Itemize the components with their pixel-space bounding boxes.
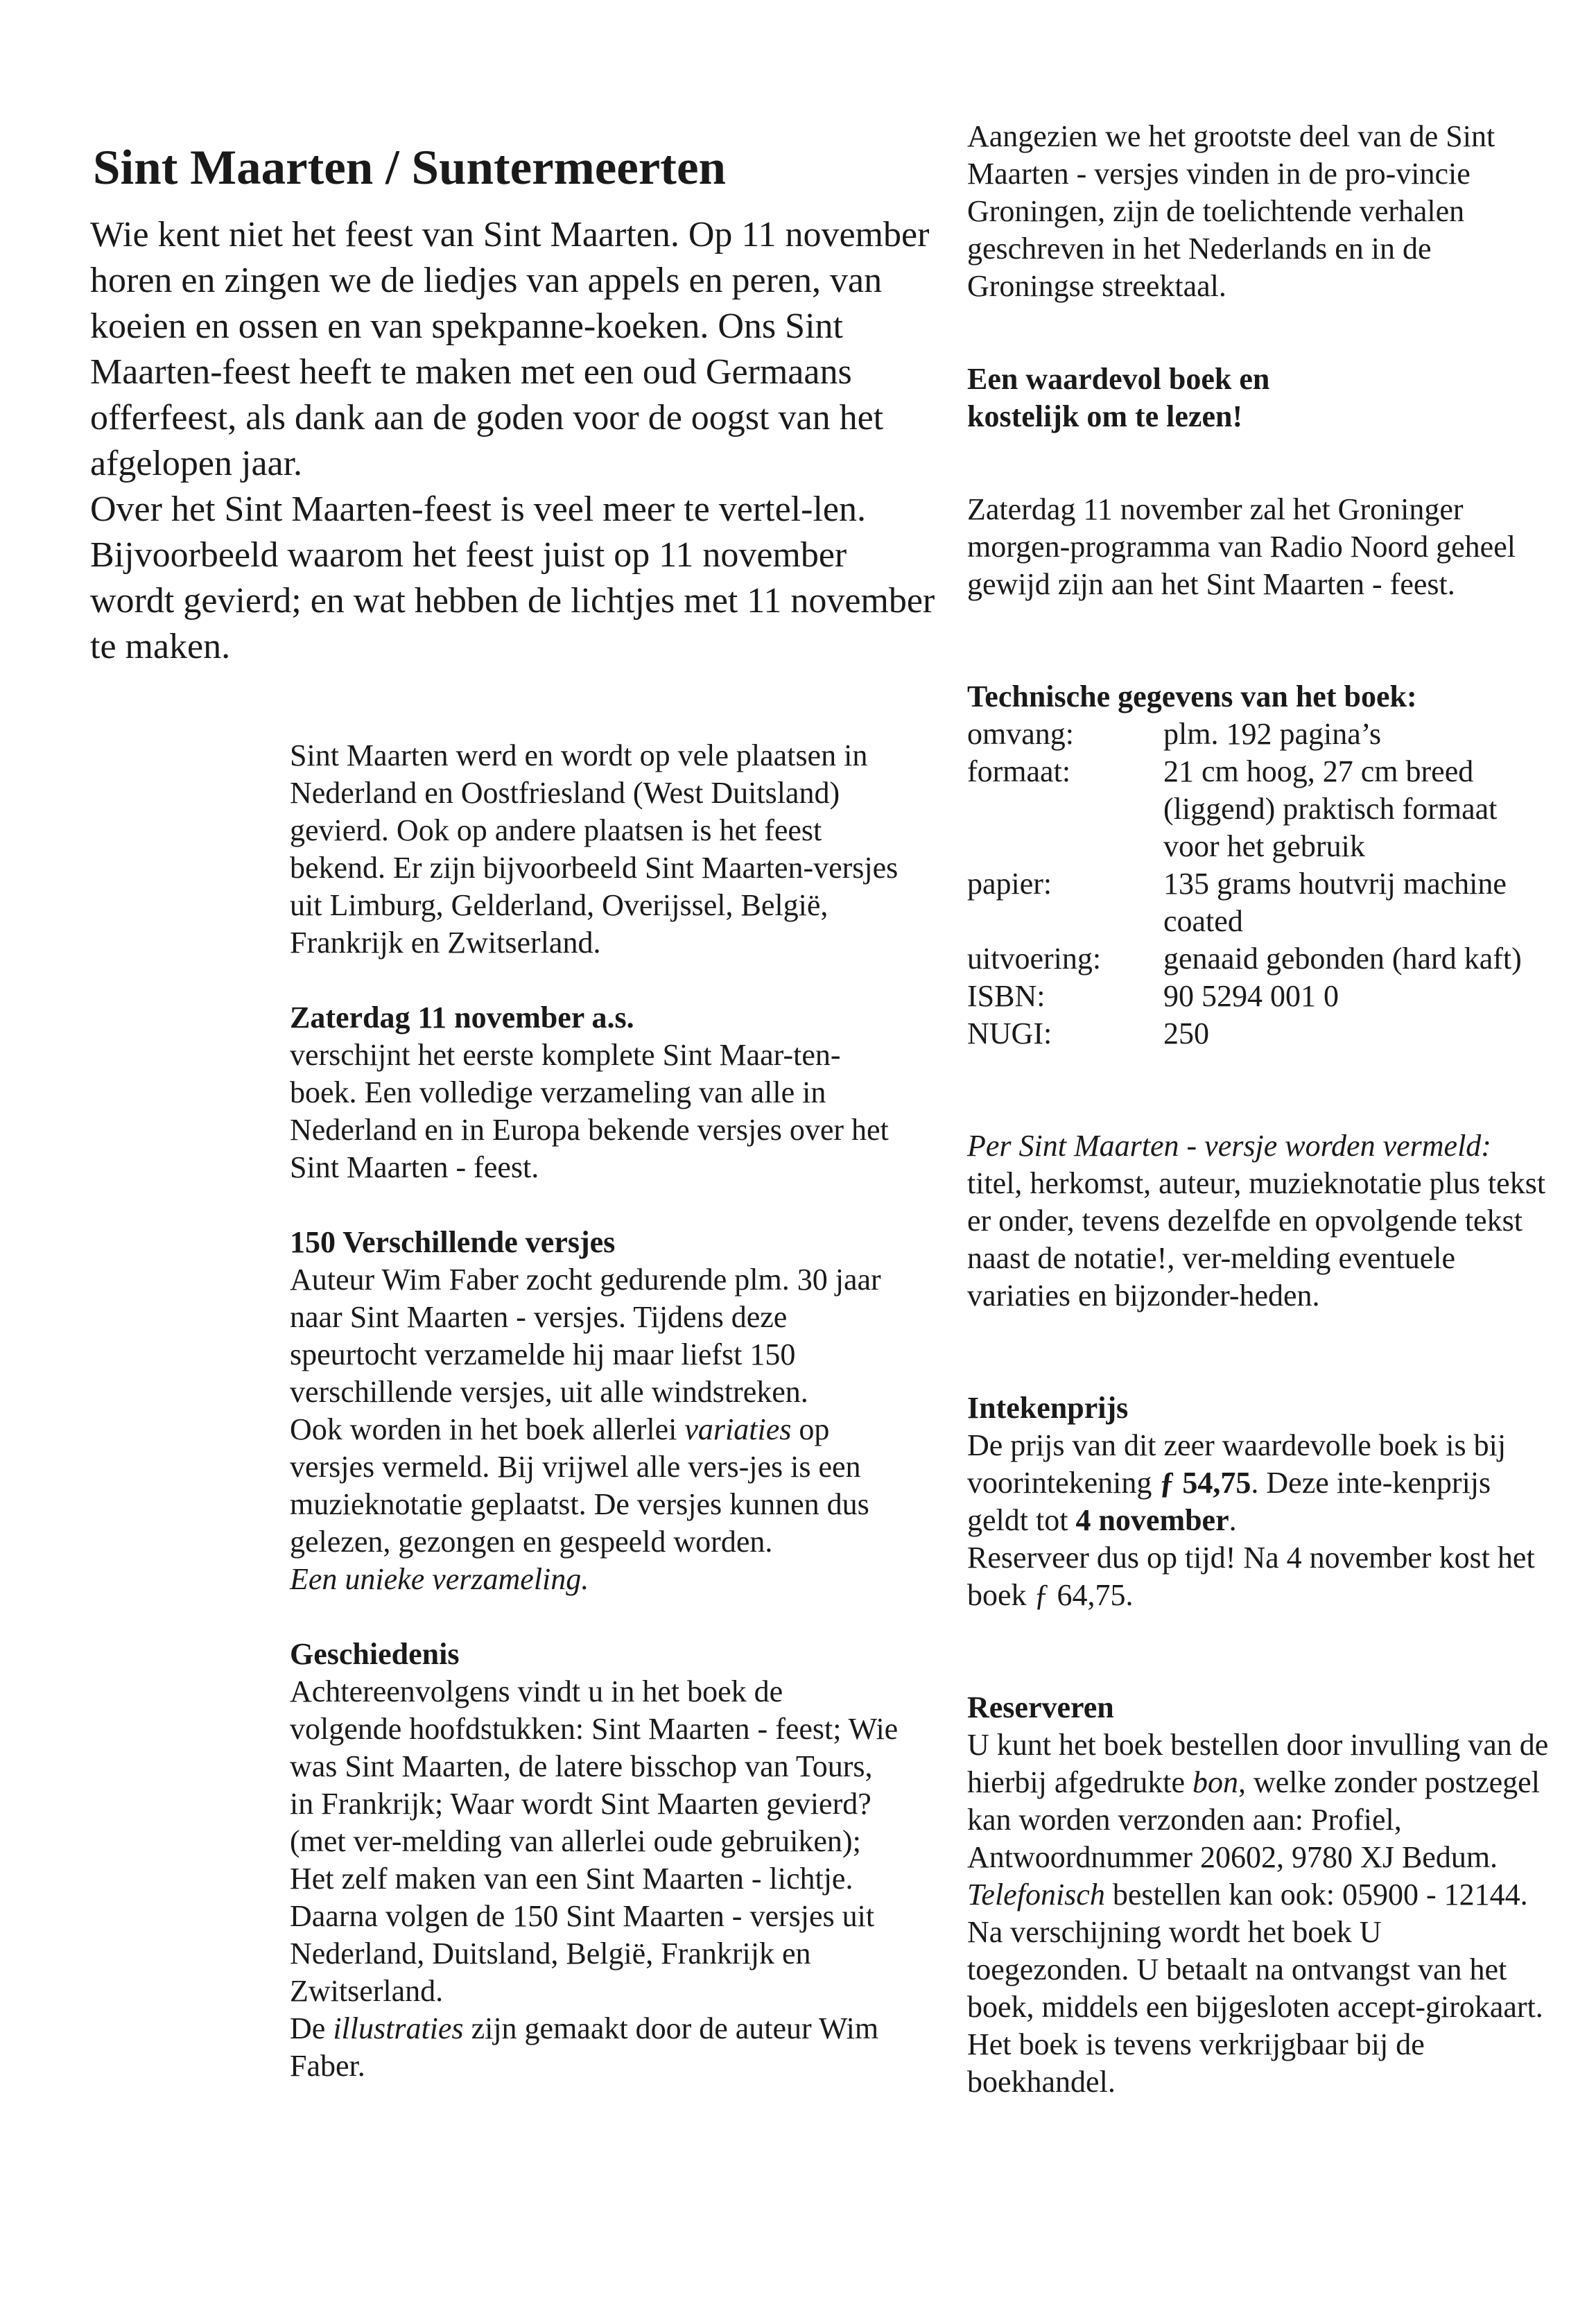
intekenprijs-deadline: 4 november: [1075, 1503, 1229, 1537]
section-heading-zaterdag: Zaterdag 11 november a.s.: [290, 1000, 634, 1034]
variaties-paragraph: Ook worden in het boek allerlei variaties op versjes vermeld. Bij vrijwel alle vers-jes is een muzieknotatie geplaatst. De versjes kunnen dus gelezen, gezongen en gespeeld worden.: [290, 1412, 869, 1559]
illustraties-emphasis: illustraties: [333, 2011, 464, 2045]
illustraties-paragraph: De illustraties zijn gemaakt door de auteur Wim Faber.: [290, 2011, 879, 2083]
telefonisch-emphasis: Telefonisch: [967, 1878, 1105, 1912]
streektaal-paragraph: Aangezien we het grootste deel van de Sint Maarten - versjes vinden in de pro-vincie Groningen, zijn de toelichtende verhalen geschreven in het Nederlands en in de Groningse streektaal.: [967, 119, 1495, 303]
section-heading-versjes: 150 Verschillende versjes: [290, 1225, 616, 1259]
tech-heading: Technische gegevens van het boek:: [967, 679, 1417, 713]
section-heading-geschiedenis: Geschiedenis: [290, 1637, 460, 1671]
geschiedenis-paragraph: Achtereenvolgens vindt u in het boek de volgende hoofdstukken: Sint Maarten - feest; Wie was Sint Maarten, de latere bisschop van Tours, in Frankrijk; Waar wordt Sint Maarten gevierd? (met ver-melding van allerlei oude gebruiken); Het zelf maken van een Sint Maarten - lichtje.: [290, 1674, 899, 1896]
reserveer-paragraph: Reserveer dus op tijd! Na 4 november kost het boek ƒ 64,75.: [967, 1541, 1535, 1612]
geschiedenis-paragraph-2: Daarna volgen de 150 Sint Maarten - versjes uit Nederland, Duitsland, België, Frankrijk en Zwitserland.: [290, 1899, 875, 2008]
radio-paragraph: Zaterdag 11 november zal het Groninger morgen-programma van Radio Noord geheel gewijd zijn aan het Sint Maarten - feest.: [967, 492, 1516, 601]
spec-row: papier: 135 grams houtvrij machine coated: [967, 867, 1507, 938]
spec-row: formaat: 21 cm hoog, 27 cm breed (liggend) praktisch formaat voor het gebruik: [967, 754, 1498, 863]
origin-paragraph: Sint Maarten werd en wordt op vele plaatsen in Nederland en Oostfriesland (West Duitsland) gevierd. Ook op andere plaatsen is het feest bekend. Er zijn bijvoorbeeld Sint Maarten-versjes uit Limburg, Gelderland, Overijssel, België, Frankrijk en Zwitserland.: [290, 738, 899, 960]
right-column: [967, 118, 1550, 2101]
spec-row: ISBN: 90 5294 001 0: [967, 979, 1339, 1013]
reserveren-paragraph: U kunt het boek bestellen door invulling van de hierbij afgedrukte bon, welke zonder postzegel kan worden verzonden aan: Profiel, Antwoordnummer 20602, 9780 XJ Bedum.: [967, 1728, 1549, 1874]
intekenprijs-price: ƒ 54,75: [1159, 1466, 1251, 1500]
versjes-paragraph: Auteur Wim Faber zocht gedurende plm. 30 jaar naar Sint Maarten - versjes. Tijdens deze speurtocht verzamelde hij maar liefst 150 verschillende versjes, uit alle windstreken.: [290, 1263, 881, 1409]
variaties-emphasis: variaties: [684, 1412, 792, 1446]
specs-table: [967, 716, 1550, 1052]
zaterdag-paragraph: verschijnt het eerste komplete Sint Maar-ten-boek. Een volledige verzameling van alle in Nederland en in Europa bekende versjes over het Sint Maarten - feest.: [290, 1038, 889, 1184]
section-heading-reserveren: Reserveren: [967, 1690, 1114, 1724]
bon-emphasis: bon: [1192, 1765, 1238, 1799]
versjes-tagline: Een unieke verzameling.: [290, 1562, 589, 1596]
spec-row: uitvoering: genaaid gebonden (hard kaft): [967, 942, 1522, 976]
spec-row: NUGI: 250: [967, 1016, 1209, 1050]
intro-paragraph-2: Over het Sint Maarten-feest is veel meer te vertel-len. Bijvoorbeeld waarom het feest juist op 11 november wordt gevierd; en wat hebben de lichtjes met 11 november te maken.: [90, 490, 935, 666]
per-versje-heading: Per Sint Maarten - versje worden vermeld:: [967, 1129, 1491, 1163]
middle-column: [290, 737, 900, 2085]
section-heading-intekenprijs: Intekenprijs: [967, 1391, 1129, 1425]
boekhandel-paragraph: Het boek is tevens verkrijgbaar bij de boekhandel.: [967, 2027, 1425, 2099]
per-versje-paragraph: titel, herkomst, auteur, muzieknotatie plus tekst er onder, tevens dezelfde en opvolgende tekst naast de notatie!, ver-melding eventuele variaties en bijzonder-heden.: [967, 1166, 1546, 1313]
intro-section: [90, 212, 936, 670]
intekenprijs-paragraph: De prijs van dit zeer waardevolle boek is bij voorintekening ƒ 54,75. Deze inte-kenprijs geldt tot 4 november.: [967, 1428, 1507, 1537]
spec-row: omvang: plm. 192 pagina’s: [967, 717, 1382, 751]
intro-paragraph: Wie kent niet het feest van Sint Maarten. Op 11 november horen en zingen we de liedjes van appels en peren, van koeien en ossen en van spekpanne-koeken. Ons Sint Maarten-feest heeft te maken met een oud Germaans offerfeest, als dank aan de goden voor de oogst van het afgelopen jaar.: [90, 215, 930, 483]
page-title: Sint Maarten / Suntermeerten: [93, 140, 726, 195]
waardevol-heading: Een waardevol boek en kostelijk om te lezen!: [967, 362, 1270, 433]
telefonisch-paragraph: Telefonisch bestellen kan ook: 05900 - 12144. Na verschijning wordt het boek U toegezonden. U betaalt na ontvangst van het boek, middels een bijgesloten accept-girokaart.: [967, 1878, 1543, 2024]
